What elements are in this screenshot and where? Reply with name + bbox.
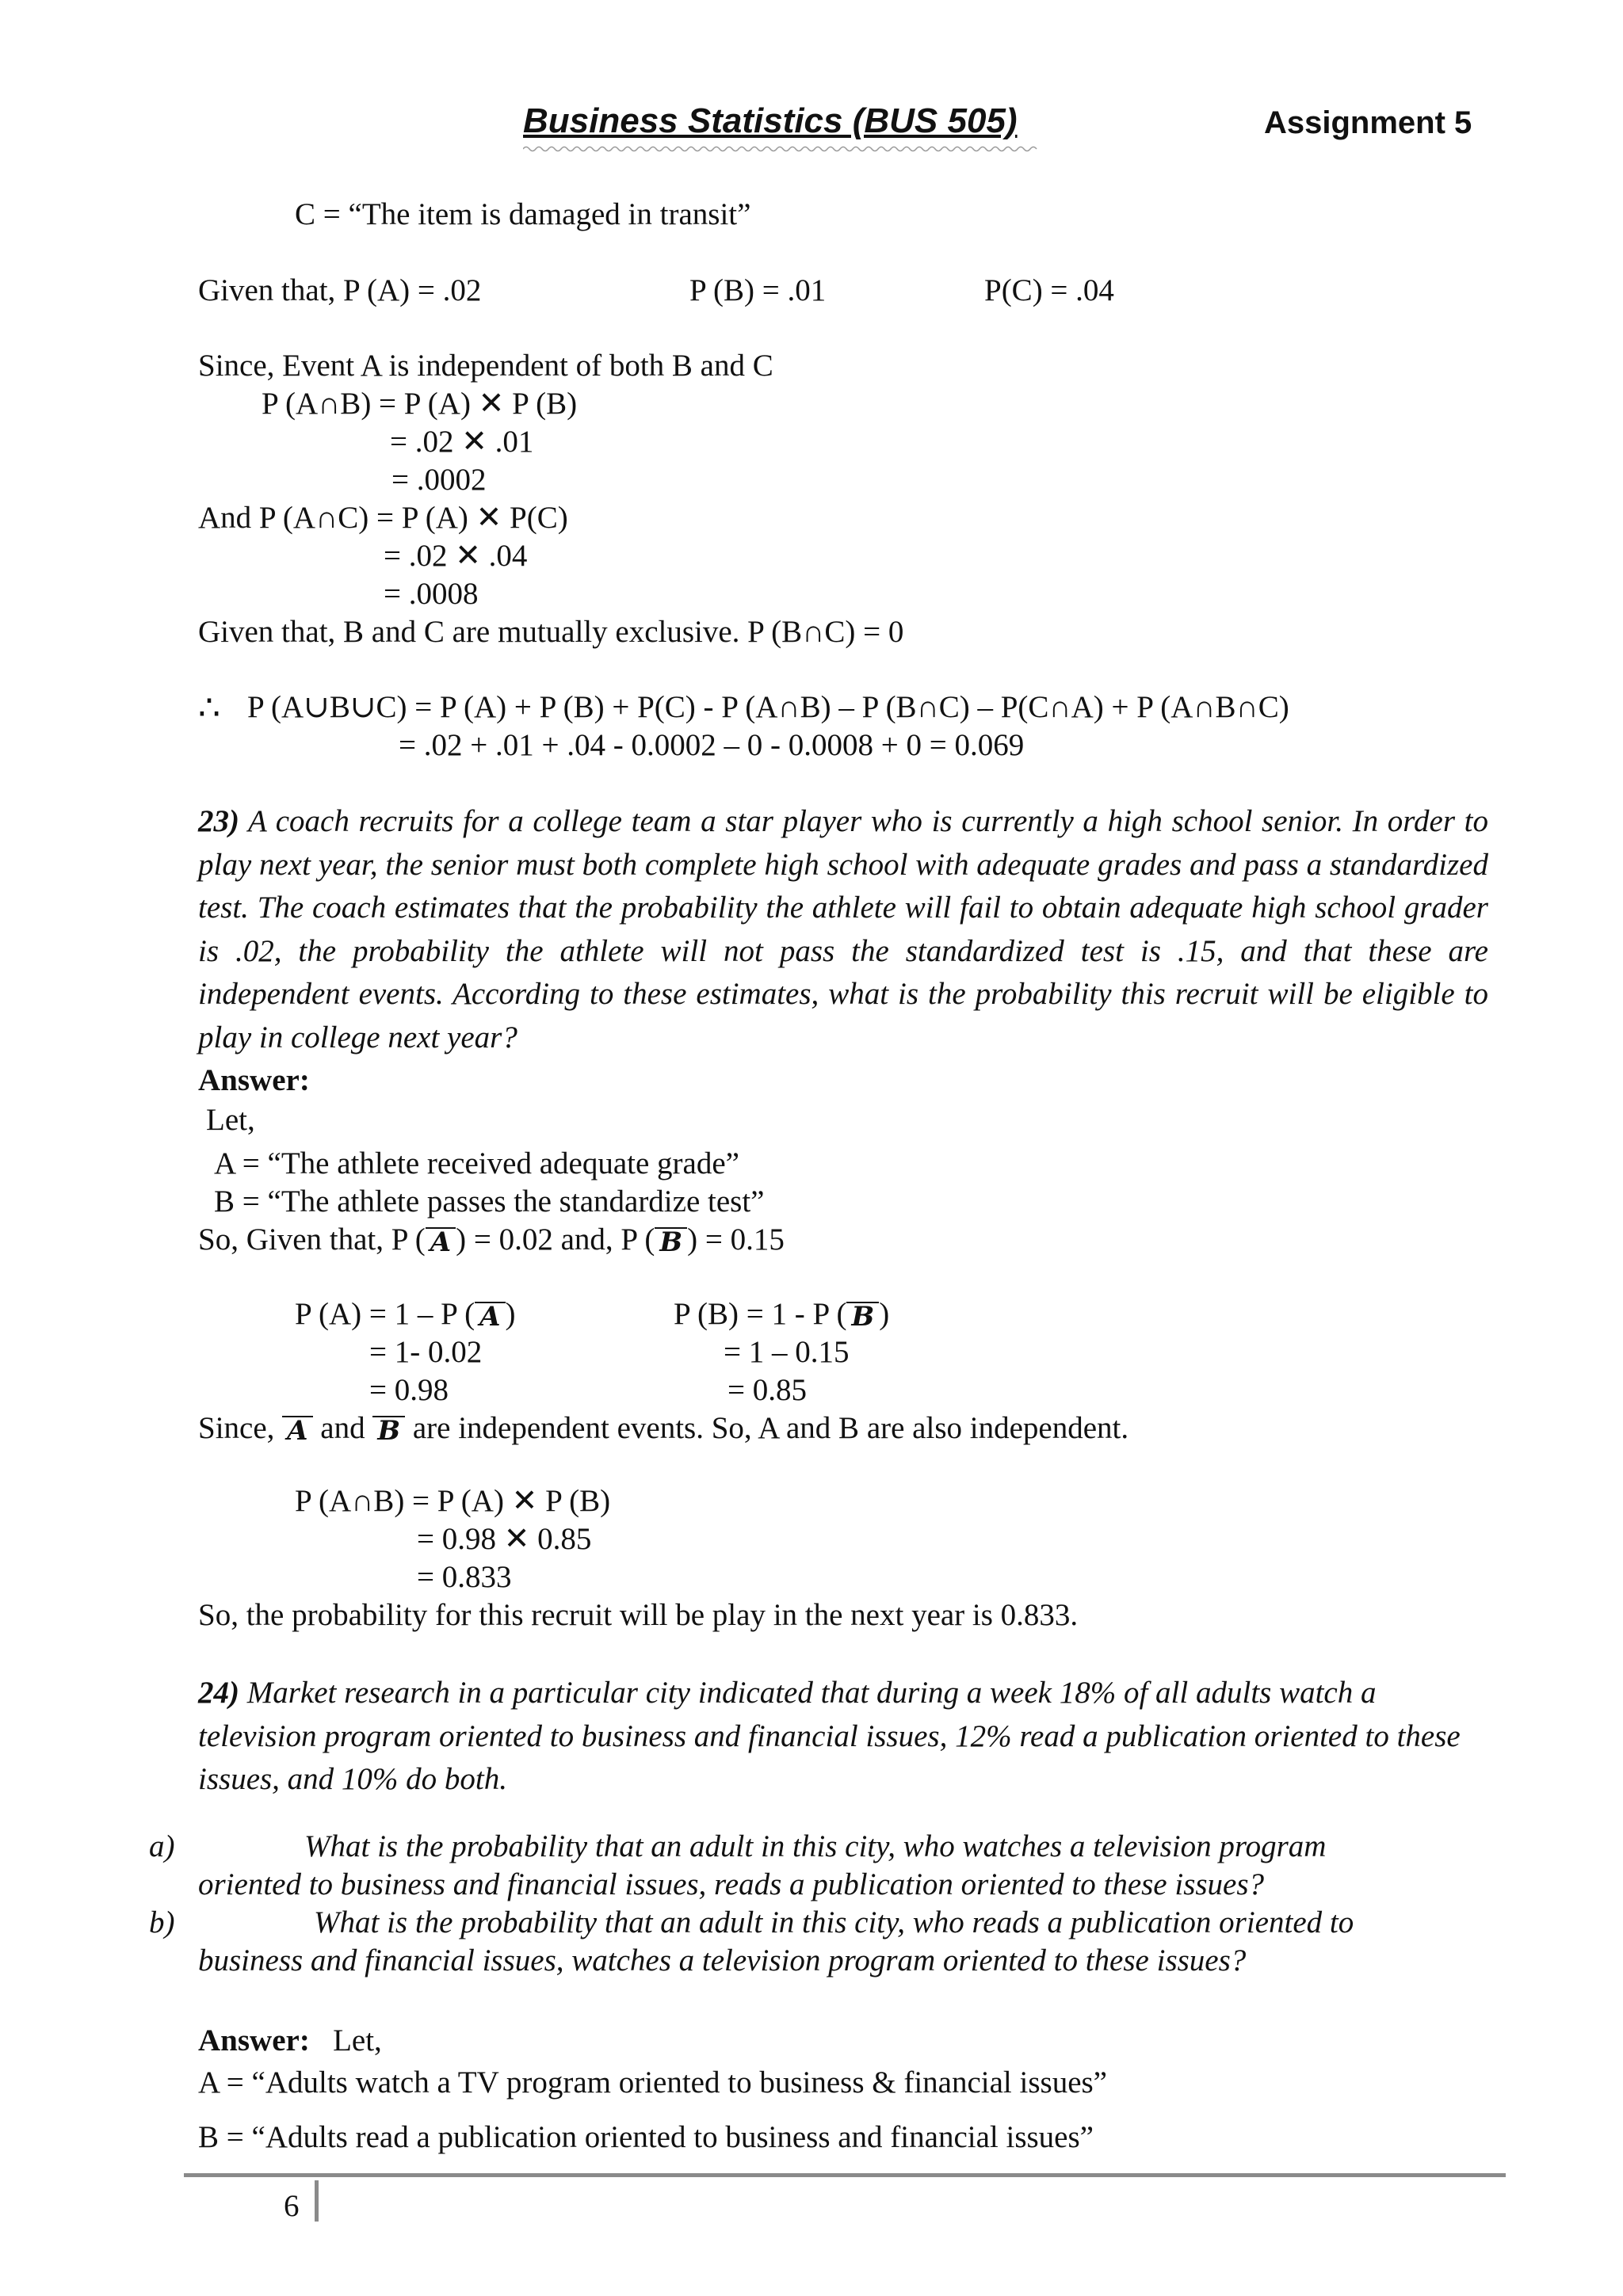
assignment-label: Assignment 5 bbox=[1264, 105, 1472, 140]
joint-calc-step: = 0.98 ✕ 0.85 bbox=[417, 1522, 592, 1556]
q24-answer bbox=[198, 2024, 382, 2058]
question-number: 23) bbox=[198, 804, 239, 838]
part-b-text: What is the probability that an adult in this city, who reads a publication oriented to bbox=[314, 1905, 1354, 1939]
q23-conclusion: So, the probability for this recruit will be play in the next year is 0.833. bbox=[198, 1598, 1079, 1632]
event-a-definition: A = “The athlete received adequate grade” bbox=[214, 1146, 739, 1180]
pb-calc: P (B) = 1 - P ( B ) bbox=[674, 1297, 890, 1333]
therefore-symbol: ∴ bbox=[198, 688, 220, 727]
pb-calc-step: = 1 – 0.15 bbox=[724, 1335, 850, 1369]
a-bar-symbol: A bbox=[282, 1416, 312, 1444]
pa-calc-step: = 1- 0.02 bbox=[369, 1335, 483, 1369]
calc-line: P (A∩B) = P (A) ✕ P (B) bbox=[262, 387, 578, 421]
spellcheck-squiggle bbox=[523, 145, 1042, 153]
given-pc: P(C) = .04 bbox=[984, 273, 1114, 307]
page-number-bar bbox=[315, 2180, 319, 2222]
given-pb: P (B) = .01 bbox=[689, 273, 827, 307]
question-text: A coach recruits for a college team a star player who is currently a high school senior. In order to play next year, the senior must both complete high school with adequate grades and pass a standardized test. The coach estimates that the probability the athlete will fail to obtain adequate high school grader is .02, the probability the athlete will not pass the standardized test is .15, and that these are independent events. According to these estimates, what is the probability this recruit will be eligible to play in college next year? bbox=[198, 804, 1489, 1055]
pa-calc: P (A) = 1 – P ( A ) bbox=[295, 1297, 516, 1333]
a-bar-symbol: A bbox=[475, 1302, 505, 1330]
given-complements: So, Given that, P ( A ) = 0.02 and, P ( B ) = 0.15 bbox=[198, 1222, 785, 1258]
b-bar-symbol: B bbox=[655, 1227, 687, 1256]
part-a-text: oriented to business and financial issues, reads a publication oriented to these issues? bbox=[198, 1867, 1265, 1901]
given-pa: Given that, P (A) = .02 bbox=[198, 273, 482, 307]
question-number: 24) bbox=[198, 1676, 239, 1710]
part-b-label: b) bbox=[149, 1905, 175, 1939]
let-label: Let, bbox=[333, 2023, 382, 2058]
calc-line: = .02 ✕ .01 bbox=[390, 425, 534, 459]
calc-line: = .0002 bbox=[391, 463, 487, 497]
part-a-text: What is the probability that an adult in this city, who watches a television program bbox=[304, 1829, 1327, 1863]
joint-calc: P (A∩B) = P (A) ✕ P (B) bbox=[295, 1484, 611, 1518]
part-b-text: business and financial issues, watches a television program oriented to these issues? bbox=[198, 1943, 1247, 1978]
answer-label: Answer: bbox=[198, 2023, 310, 2058]
let-label: Let, bbox=[206, 1103, 255, 1137]
event-b-definition: B = “The athlete passes the standardize test” bbox=[214, 1184, 765, 1219]
event-b-definition: B = “Adults read a publication oriented to business and financial issues” bbox=[198, 2120, 1094, 2154]
union-formula: P (A∪B∪C) = P (A) + P (B) + P(C) - P (A∩B) – P (B∩C) – P(C∩A) + P (A∩B∩C) bbox=[247, 690, 1289, 724]
part-a-label: a) bbox=[149, 1829, 175, 1863]
independence-statement: Since, Event A is independent of both B and C bbox=[198, 349, 773, 383]
question-text: Market research in a particular city indicated that during a week 18% of all adults watch a television program oriented to business and financial issues, 12% read a publication oriented to these issues, and 10% do both. bbox=[198, 1676, 1461, 1796]
page-number: 6 bbox=[284, 2189, 300, 2223]
joint-calc-result: = 0.833 bbox=[417, 1560, 512, 1594]
b-bar-symbol: B bbox=[846, 1302, 879, 1330]
a-bar-symbol: A bbox=[426, 1227, 456, 1256]
calc-line: = .02 ✕ .04 bbox=[384, 539, 528, 573]
event-a-definition: A = “Adults watch a TV program oriented to business & financial issues” bbox=[198, 2065, 1107, 2100]
mutually-exclusive-statement: Given that, B and C are mutually exclusive. P (B∩C) = 0 bbox=[198, 615, 904, 649]
question-23 bbox=[198, 800, 1488, 1059]
calc-line: = .0008 bbox=[384, 577, 479, 611]
pb-calc-result: = 0.85 bbox=[727, 1373, 807, 1407]
pa-calc-result: = 0.98 bbox=[369, 1373, 449, 1407]
answer-label: Answer: bbox=[198, 1063, 310, 1097]
union-result: = .02 + .01 + .04 - 0.0002 – 0 - 0.0008 + 0 = 0.069 bbox=[399, 728, 1025, 762]
b-bar-symbol: B bbox=[372, 1416, 405, 1444]
event-c-definition: C = “The item is damaged in transit” bbox=[295, 197, 751, 231]
document-title: Business Statistics (BUS 505) bbox=[523, 101, 1018, 140]
calc-line: And P (A∩C) = P (A) ✕ P(C) bbox=[198, 501, 568, 535]
footer-rule bbox=[184, 2173, 1506, 2177]
question-24 bbox=[198, 1672, 1474, 1802]
independence-note: Since, A and B are independent events. So, A and B are also independent. bbox=[198, 1411, 1129, 1447]
